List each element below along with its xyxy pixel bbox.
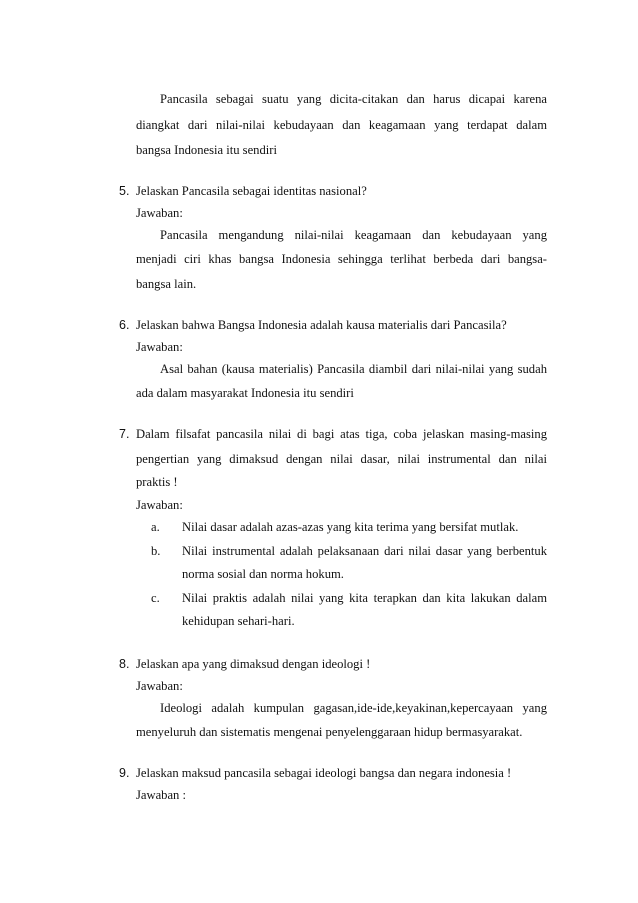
- q8-number: 8.: [119, 657, 130, 671]
- q6-answer-label: Jawaban:: [136, 340, 183, 354]
- q5-answer-line-3: bangsa lain.: [136, 277, 197, 291]
- q7-item-a-line-1: Nilai dasar adalah azas-azas yang kita terima yang bersifat mutlak.: [182, 520, 519, 534]
- q7-item-b-line-2: norma sosial dan norma hokum.: [182, 567, 344, 581]
- q7-item-b-line-1: Nilai instrumental adalah pelaksanaan dari nilai dasar yang berbentuk: [182, 544, 547, 558]
- q9-answer-label: Jawaban :: [136, 788, 187, 802]
- q6-number: 6.: [119, 318, 130, 332]
- intro-line-1: Pancasila sebagai suatu yang dicita-citakan dan harus dicapai karena: [160, 92, 547, 106]
- q8-question: Jelaskan apa yang dimaksud dengan ideologi !: [136, 657, 371, 671]
- q7-answer-label: Jawaban:: [136, 498, 183, 512]
- q8-answer-line-2: menyeluruh dan sistematis mengenai penyelenggaraan hidup bermasyarakat.: [136, 725, 523, 739]
- q7-item-b-marker: b.: [151, 544, 161, 558]
- q7-item-c-line-2: kehidupan sehari-hari.: [182, 614, 295, 628]
- q7-item-c-marker: c.: [151, 591, 160, 605]
- q5-number: 5.: [119, 184, 130, 198]
- intro-line-3: bangsa Indonesia itu sendiri: [136, 143, 277, 157]
- q6-answer-line-1: Asal bahan (kausa materialis) Pancasila diambil dari nilai-nilai yang sudah: [160, 362, 547, 376]
- q5-answer-line-1: Pancasila mengandung nilai-nilai keagamaan dan kebudayaan yang: [160, 228, 547, 242]
- q7-question-line-2: pengertian yang dimaksud dengan nilai dasar, nilai instrumental dan nilai: [136, 452, 547, 466]
- q8-answer-label: Jawaban:: [136, 679, 183, 693]
- q5-answer-line-2: menjadi ciri khas bangsa Indonesia sehingga terlihat berbeda dari bangsa-: [136, 252, 547, 266]
- q5-question: Jelaskan Pancasila sebagai identitas nasional?: [136, 184, 367, 198]
- q7-question-line-1: Dalam filsafat pancasila nilai di bagi atas tiga, coba jelaskan masing-masing: [136, 427, 547, 441]
- intro-line-2: diangkat dari nilai-nilai kebudayaan dan keagamaan yang terdapat dalam: [136, 118, 547, 132]
- q5-answer-label: Jawaban:: [136, 206, 183, 220]
- q7-item-a-marker: a.: [151, 520, 160, 534]
- q7-item-c-line-1: Nilai praktis adalah nilai yang kita terapkan dan kita lakukan dalam: [182, 591, 547, 605]
- q9-question: Jelaskan maksud pancasila sebagai ideologi bangsa dan negara indonesia !: [136, 766, 512, 780]
- q6-question: Jelaskan bahwa Bangsa Indonesia adalah kausa materialis dari Pancasila?: [136, 318, 507, 332]
- q6-answer-line-2: ada dalam masyarakat Indonesia itu sendiri: [136, 386, 354, 400]
- q9-number: 9.: [119, 766, 130, 780]
- q7-number: 7.: [119, 427, 130, 441]
- q7-question-line-3: praktis !: [136, 475, 178, 489]
- q8-answer-line-1: Ideologi adalah kumpulan gagasan,ide-ide,keyakinan,kepercayaan yang: [160, 701, 547, 715]
